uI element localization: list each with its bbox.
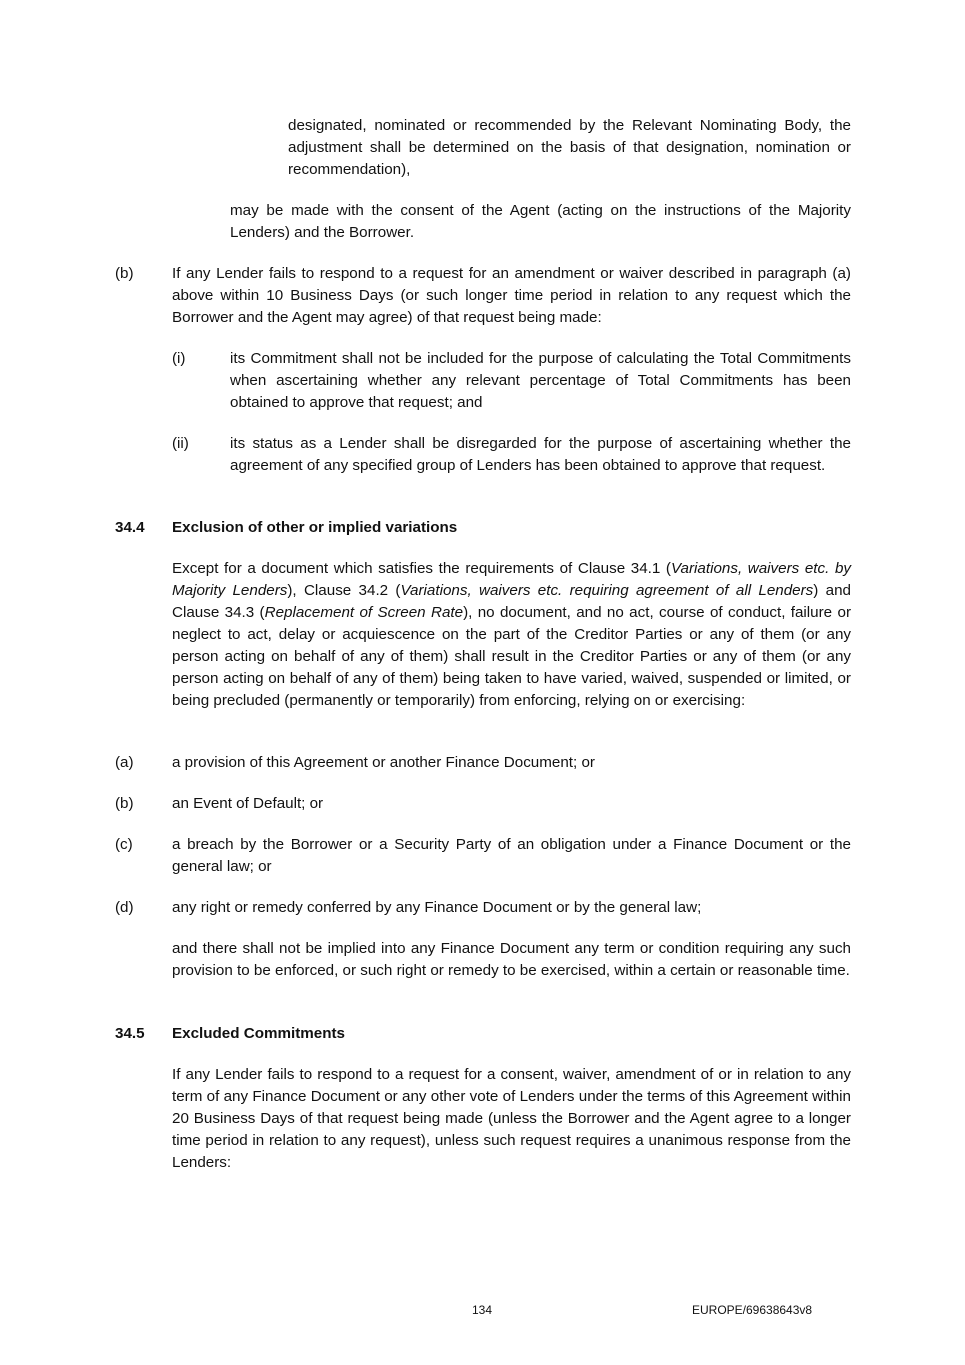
- page-number: 134: [472, 1303, 493, 1317]
- section-title: Exclusion of other or implied variations: [172, 519, 458, 536]
- section-number: 34.5: [115, 1025, 145, 1042]
- sub-item-text: its status as a Lender shall be disregarded for the purpose of ascertaining whether the agreement of any specified group of Lenders has been obtained to approve that request.: [230, 435, 851, 474]
- section-34-4-closing: and there shall not be implied into any Finance Document any term or condition requiring any such provision to be enforced, or such right or remedy to be exercised, within a certain or reasonable time.: [172, 940, 851, 979]
- designated-paragraph: designated, nominated or recommended by the Relevant Nominating Body, the adjustment shall be determined on the basis of that designation, nomination or recommendation),: [288, 117, 851, 178]
- list-item-text: a breach by the Borrower or a Security Party of an obligation under a Finance Document or the general law; or: [172, 836, 851, 875]
- list-item-text: a provision of this Agreement or another Finance Document; or: [172, 754, 595, 771]
- list-item-text: an Event of Default; or: [172, 795, 324, 812]
- document-reference: EUROPE/69638643v8: [692, 1303, 813, 1317]
- list-item-text: any right or remedy conferred by any Finance Document or by the general law;: [172, 899, 702, 916]
- list-item-label: (b): [115, 795, 134, 812]
- sub-item-label: (ii): [172, 435, 189, 452]
- para-b-label: (b): [115, 265, 134, 282]
- section-34-5-text: If any Lender fails to respond to a request for a consent, waiver, amendment of or in relation to any term of any Finance Document or any other vote of Lenders under the terms of this Agreement within 20 Business Days of that request being made (unless the Borrower and the Agent agree to a longer time period in relation to any request), unless such request requires a unanimous response from the Lenders:: [172, 1066, 851, 1171]
- sub-item-label: (i): [172, 350, 186, 367]
- section-number: 34.4: [115, 519, 145, 536]
- may-be-made-paragraph: may be made with the consent of the Agent (acting on the instructions of the Majority Lenders) and the Borrower.: [230, 202, 851, 241]
- para-b-text: If any Lender fails to respond to a request for an amendment or waiver described in paragraph (a) above within 10 Business Days (or such longer time period in relation to any request which the Borrower and the Agent may agree) of that request being made:: [172, 265, 851, 326]
- list-item-label: (a): [115, 754, 134, 771]
- section-34-4-intro: Except for a document which satisfies the requirements of Clause 34.1 (Variations, waivers etc. by Majority Lenders), Clause 34.2 (Variations, waivers etc. requiring agreement of all Lenders) and Clause 34.3 (Replacement of Screen Rate), no document, and no act, course of conduct, failure or neglect to act, delay or acquiescence on the part of the Creditor Parties or any of them (or any person acting on behalf of any of them) shall result in the Creditor Parties or any of them (or any person acting on behalf of any of them) being taken to have varied, waived, suspended or limited, or being precluded (permanently or temporarily) from enforcing, relying on or exercising:: [172, 560, 851, 709]
- section-title: Excluded Commitments: [172, 1025, 346, 1042]
- list-item-label: (c): [115, 836, 133, 853]
- sub-item-text: its Commitment shall not be included for the purpose of calculating the Total Commitments when ascertaining whether any relevant percentage of Total Commitments has been obtained to approve that request; and: [230, 350, 851, 411]
- list-item-label: (d): [115, 899, 134, 916]
